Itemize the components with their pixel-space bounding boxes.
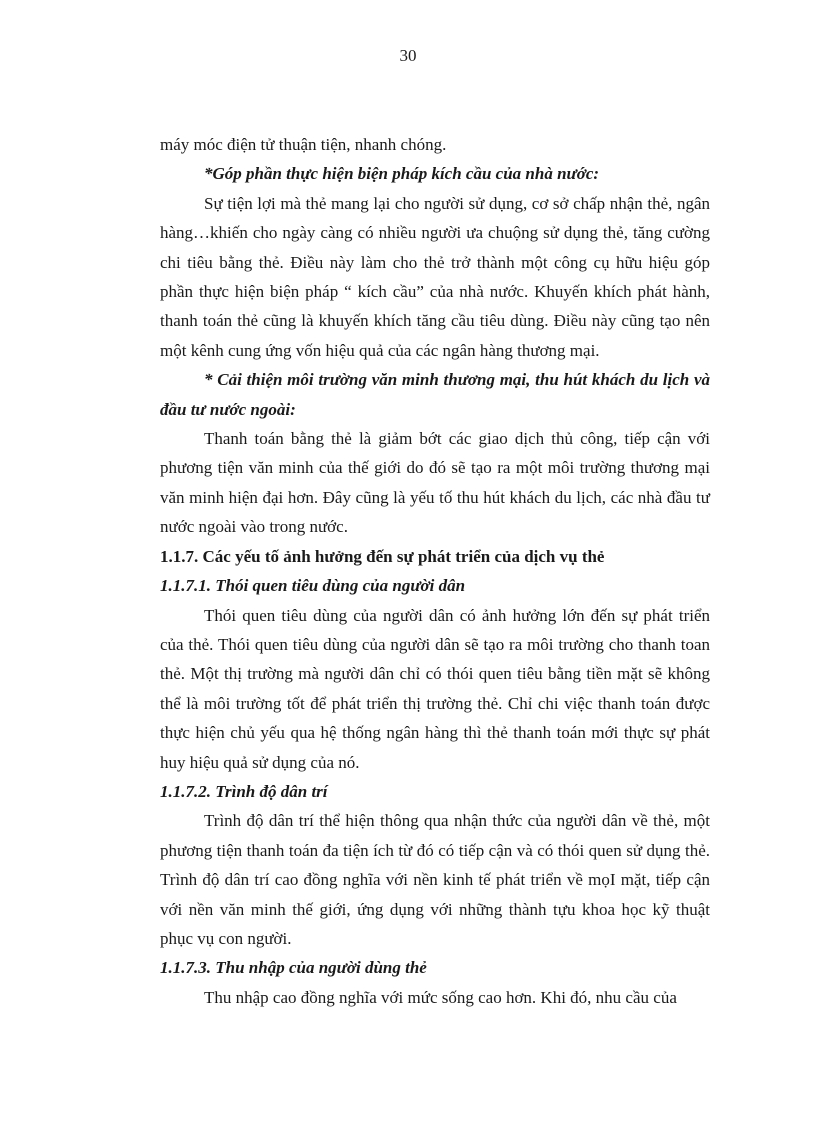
subsection-heading-1-1-7-2: 1.1.7.2. Trình độ dân trí [160, 781, 328, 801]
paragraph-stimulus: Sự tiện lợi mà thẻ mang lại cho người sử dụng, cơ sở chấp nhận thẻ, ngân hàng…khiến cho ngày càng có nhiều người ưa chuộng sử dụng thẻ, tăng cường chi tiêu bằng thẻ. Điều này làm cho thẻ trở thành một công cụ hữu hiệu góp phần thực hiện biện pháp “ kích cầu” của nhà nước. Khuyến khích phát hành, thanh toán thẻ cũng là khuyến khích tăng cầu tiêu dùng. Điều này cũng tạo nên một kênh cung ứng vốn hiệu quả của các ngân hàng thương mại. [160, 193, 710, 360]
subsection-heading-1-1-7-3: 1.1.7.3. Thu nhập của người dùng thẻ [160, 958, 427, 978]
paragraph-consumer-habits: Thói quen tiêu dùng của người dân có ảnh hưởng lớn đến sự phát triển của thẻ. Thói quen tiêu dùng của người dân sẽ tạo ra môi trường cho thanh toan thẻ. Một thị trường mà người dân chỉ có thói quen tiêu bằng tiền mặt sẽ không thể là môi trường tốt để phát triển thị trường thẻ. Chỉ chi việc thanh toán được thực hiện chủ yếu qua hệ thống ngân hàng thì thẻ thanh toán mới thực sự phát huy hiệu quả sử dụng của nó. [160, 605, 710, 772]
page-content [160, 130, 710, 1012]
heading-stimulus-measure: *Góp phần thực hiện biện pháp kích cầu của nhà nước: [204, 164, 600, 184]
page-number: 30 [399, 46, 417, 65]
paragraph-education-level: Trình độ dân trí thể hiện thông qua nhận thức của người dân về thẻ, một phương tiện thanh toán đa tiện ích từ đó có tiếp cận và có thói quen sử dụng thẻ. Trình độ dân trí cao đồng nghĩa với nền kinh tế phát triển về mọI mặt, tiếp cận với nền văn minh thế giới, ứng dụng với những thành tựu khoa học kỹ thuật phục vụ con người. [160, 811, 710, 948]
section-heading-1-1-7: 1.1.7. Các yếu tố ảnh hưởng đến sự phát triển của dịch vụ thẻ [160, 546, 605, 566]
subsection-heading-1-1-7-1: 1.1.7.1. Thói quen tiêu dùng của người dân [160, 576, 466, 596]
paragraph-continuation: máy móc điện tử thuận tiện, nhanh chóng. [160, 135, 447, 154]
heading-commerce-environment: * Cải thiện môi trường văn minh thương mại, thu hút khách du lịch và đầu tư nước ngoài: [160, 370, 710, 419]
paragraph-commerce: Thanh toán bằng thẻ là giảm bớt các giao dịch thủ công, tiếp cận với phương tiện văn minh của thế giới do đó sẽ tạo ra một môi trường thương mại văn minh hiện đại hơn. Đây cũng là yếu tố thu hút khách du lịch, các nhà đầu tư nước ngoài vào trong nước. [160, 429, 710, 537]
paragraph-income: Thu nhập cao đồng nghĩa với mức sống cao hơn. Khi đó, nhu cầu của [204, 987, 677, 1007]
